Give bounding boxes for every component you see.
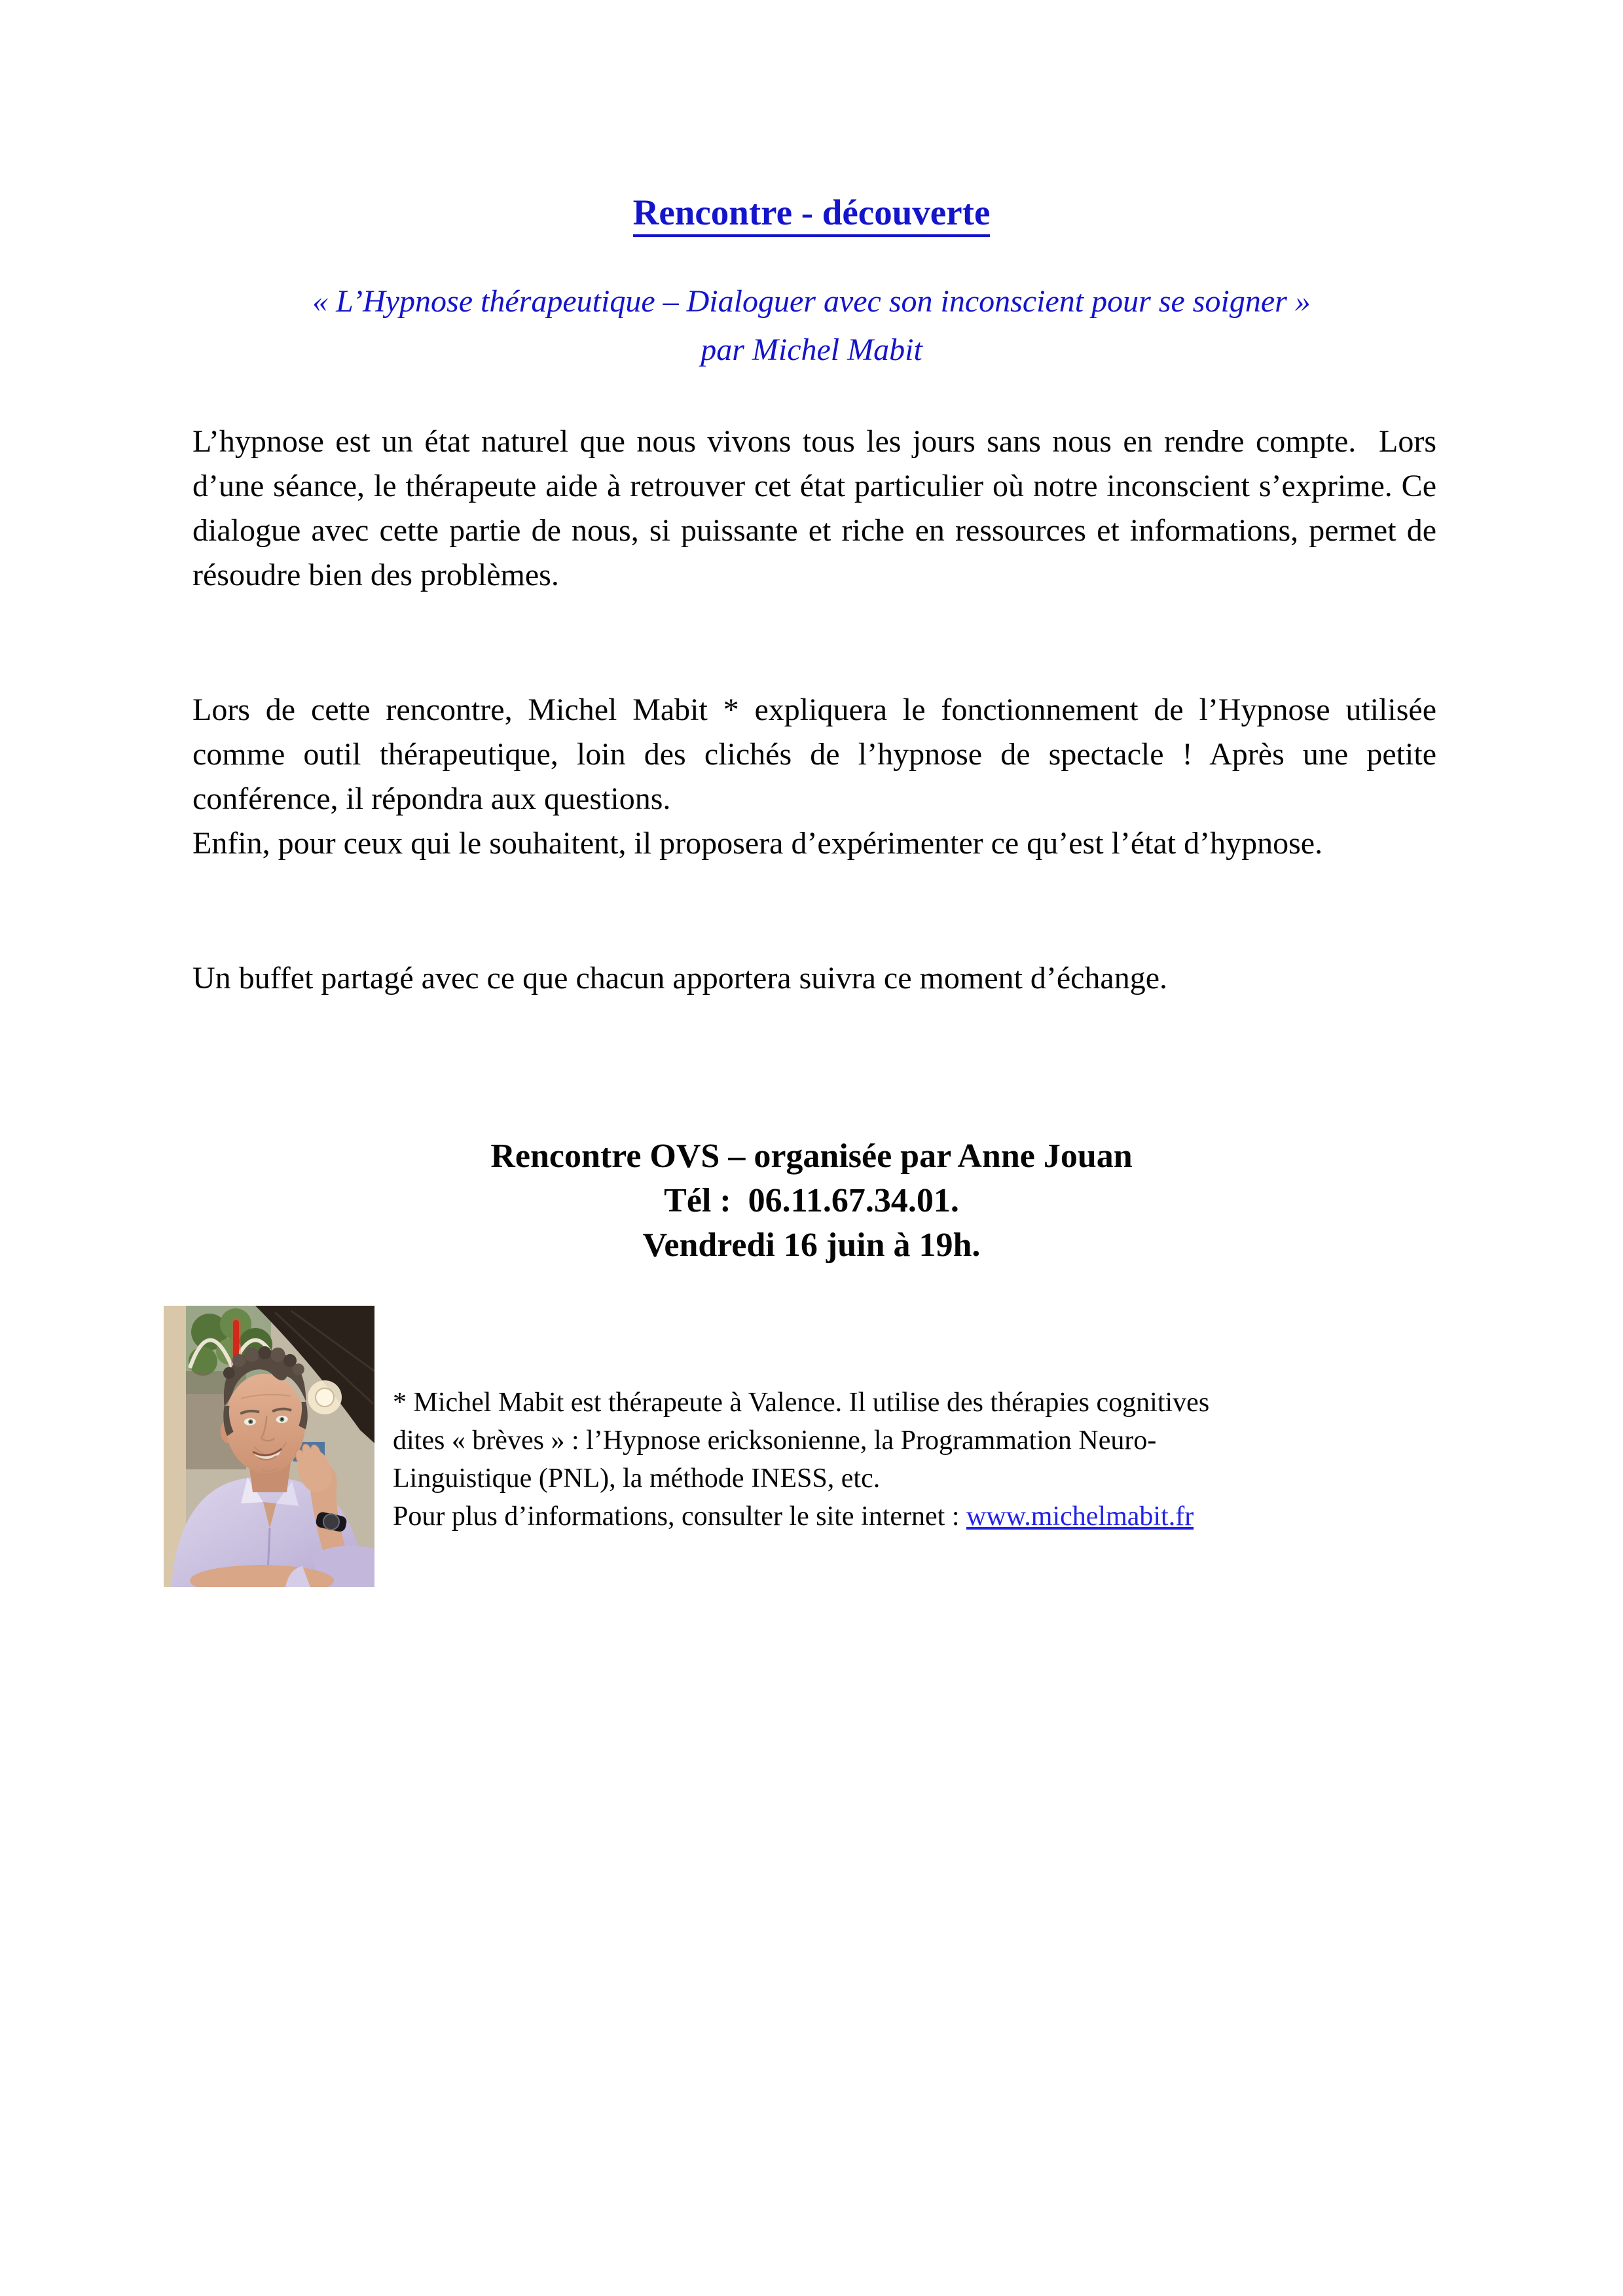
contact-datetime: Vendredi 16 juin à 19h. <box>642 1227 981 1264</box>
paragraph-rencontre-block <box>192 688 1436 866</box>
subtitle-line1: « L’Hypnose thérapeutique – Dialoguer avec son inconscient pour se soigner » <box>312 284 1311 319</box>
footnote-line: * Michel Mabit est thérapeute à Valence. Il utilise des thérapies cognitives <box>393 1388 1210 1418</box>
michelmabit-link[interactable]: www.michelmabit.fr <box>966 1501 1194 1532</box>
footnote-line: Linguistique (PNL), la méthode INESS, etc. <box>393 1463 881 1494</box>
paragraph-enfin: Enfin, pour ceux qui le souhaitent, il proposera d’expérimenter ce qu’est l’état d’hypnose. <box>192 826 1323 861</box>
page-title <box>0 190 1623 236</box>
subtitle-line2: par Michel Mabit <box>701 332 922 367</box>
michel-mabit-photo <box>164 1306 374 1587</box>
footnote-line: dites « brèves » : l’Hypnose ericksonienne, la Programmation Neuro- <box>393 1426 1157 1456</box>
paragraph-rencontre: Lors de cette rencontre, Michel Mabit * expliquera le fonctionnement de l’Hypnose utilisée comme outil thérapeutique, loin des clichés de l’hypnose de spectacle ! Après une petite conférence, il répondra aux questions. <box>192 692 1436 816</box>
contact-organizer: Rencontre OVS – organisée par Anne Jouan <box>490 1138 1133 1175</box>
footnote <box>393 1384 1493 1535</box>
subtitle <box>0 278 1623 374</box>
footnote-line-with-link <box>393 1498 1493 1535</box>
page-title-text: Rencontre - découverte <box>633 192 991 237</box>
paragraph-buffet: Un buffet partagé avec ce que chacun apportera suivra ce moment d’échange. <box>192 961 1168 996</box>
footnote-more-info-text: Pour plus d’informations, consulter le site internet : <box>393 1501 967 1532</box>
contact-phone: Tél : 06.11.67.34.01. <box>664 1182 959 1219</box>
contact-block <box>0 1134 1623 1268</box>
paragraph-intro: L’hypnose est un état naturel que nous vivons tous les jours sans nous en rendre compte. Lors d’une séance, le thérapeute aide à retrouver cet état particulier où notre inconscient s’exprime. Ce dialogue avec cette partie de nous, si puissante et riche en ressources et informations, permet de résoudre bien des problèmes. <box>192 424 1436 592</box>
